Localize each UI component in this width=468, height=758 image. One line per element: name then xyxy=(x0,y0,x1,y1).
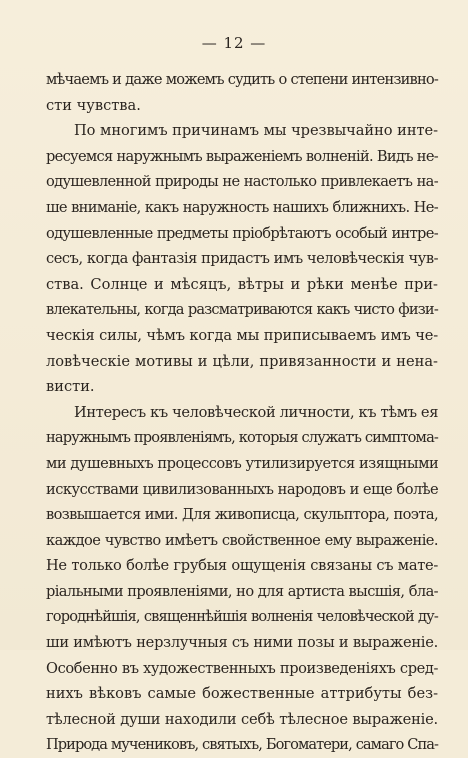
text-line: ства. Солнце и мѣсяцъ, вѣтры и рѣки менѣе при- xyxy=(46,275,438,293)
text-line: каждое чувство имѣетъ свойственное ему выраженіе. xyxy=(46,531,438,549)
text-line: сесъ, когда фантазія придастъ имъ человѣческія чув- xyxy=(46,250,439,268)
text-line: ши имѣютъ нерзлучныя съ ними позы и выраженіе. xyxy=(46,634,438,652)
text-line: ловѣческіе мотивы и цѣли, привязанности и нена- xyxy=(46,352,438,370)
text-line: Не только болѣе грубыя ощущенія связаны съ мате- xyxy=(46,557,438,575)
text-line: Природа мучениковъ, святыхъ, Богоматери, самаго Спа- xyxy=(46,736,438,754)
text-line: ше вниманіе, какъ наружность нашихъ ближнихъ. Не- xyxy=(46,198,438,216)
paragraph-first-line: По многимъ причинамъ мы чрезвычайно инте- xyxy=(74,122,438,140)
text-line: искусствами цивилизованныхъ народовъ и еще болѣе xyxy=(46,480,439,498)
text-line: висти. xyxy=(46,378,95,396)
text-line: городнѣйшія, священнѣйшія волненія человѣческой ду- xyxy=(46,608,438,626)
text-line: нихъ вѣковъ самые божественные аттрибуты без- xyxy=(46,685,438,703)
page-number: — 12 — xyxy=(201,34,267,52)
text-line: ресуемся наружнымъ выраженіемъ волненій. Видъ не- xyxy=(46,147,438,165)
text-line: возвышается ими. Для живописца, скульптора, поэта, xyxy=(46,506,438,524)
text-line: ріальными проявленіями, но для артиста высшія, бла- xyxy=(46,582,438,600)
text-line: одушевленной природы не настолько привлекаетъ на- xyxy=(46,173,438,191)
paragraph-first-line: Интересъ къ человѣческой личности, къ тѣмъ ея xyxy=(74,403,439,421)
text-line: одушевленные предметы пріобрѣтаютъ особый интре- xyxy=(46,224,438,242)
text-line: сти чувства. xyxy=(46,96,141,114)
text-line: ческія силы, чѣмъ когда мы приписываемъ имъ че- xyxy=(46,326,438,344)
body-text xyxy=(46,67,438,758)
text-line: тѣлесной души находили себѣ тѣлесное выраженіе. xyxy=(46,710,438,728)
text-line: наружнымъ проявленіямъ, которыя служатъ симптома- xyxy=(46,429,438,447)
text-line: ми душевныхъ процессовъ утилизируется изящными xyxy=(46,454,439,472)
text-line: влекательны, когда разсматриваются какъ чисто физи- xyxy=(46,301,438,319)
text-line: Особенно въ художественныхъ произведеніяхъ сред- xyxy=(46,659,438,677)
text-line: мѣчаемъ и даже можемъ судить о степени интензивно- xyxy=(46,71,438,88)
